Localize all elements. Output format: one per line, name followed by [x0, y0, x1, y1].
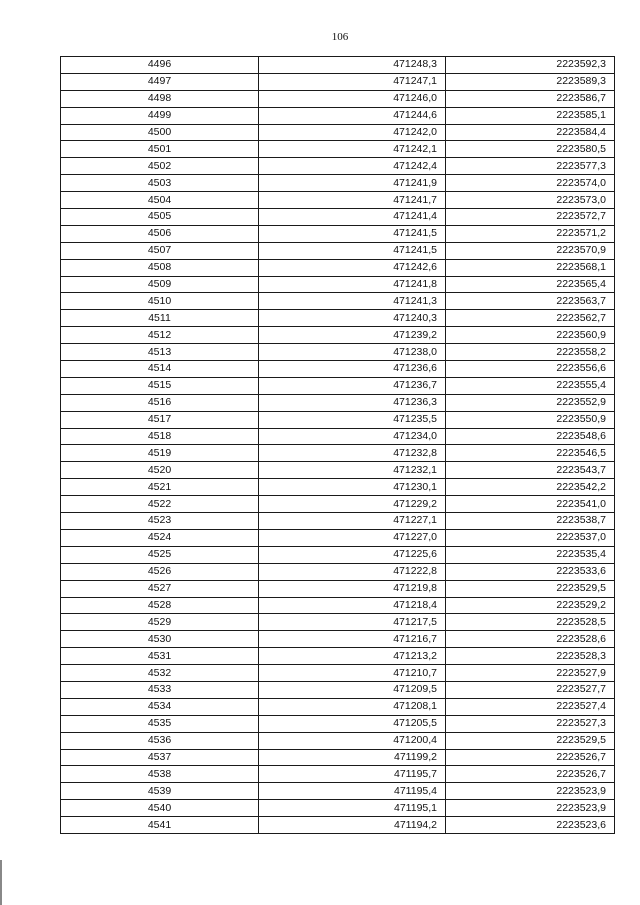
table-row [61, 597, 615, 614]
point-number-cell: 4497 [61, 73, 259, 90]
table-row [61, 141, 615, 158]
y-coordinate-cell: 2223585,1 [446, 107, 615, 124]
point-number-cell: 4520 [61, 462, 259, 479]
point-number-cell: 4499 [61, 107, 259, 124]
x-coordinate-cell: 471194,2 [259, 817, 446, 834]
x-coordinate-cell: 471232,8 [259, 445, 446, 462]
table-row [61, 293, 615, 310]
y-coordinate-cell: 2223527,7 [446, 681, 615, 698]
x-coordinate-cell: 471210,7 [259, 665, 446, 682]
y-coordinate-cell: 2223556,6 [446, 361, 615, 378]
point-number-cell: 4524 [61, 529, 259, 546]
x-coordinate-cell: 471241,9 [259, 175, 446, 192]
y-coordinate-cell: 2223537,0 [446, 529, 615, 546]
x-coordinate-cell: 471241,5 [259, 242, 446, 259]
x-coordinate-cell: 471242,1 [259, 141, 446, 158]
x-coordinate-cell: 471236,7 [259, 377, 446, 394]
point-number-cell: 4534 [61, 698, 259, 715]
x-coordinate-cell: 471217,5 [259, 614, 446, 631]
table-row [61, 529, 615, 546]
table-row [61, 107, 615, 124]
x-coordinate-cell: 471227,1 [259, 513, 446, 530]
x-coordinate-cell: 471239,2 [259, 327, 446, 344]
x-coordinate-cell: 471216,7 [259, 631, 446, 648]
table-row [61, 648, 615, 665]
x-coordinate-cell: 471241,4 [259, 209, 446, 226]
table-row [61, 394, 615, 411]
y-coordinate-cell: 2223560,9 [446, 327, 615, 344]
x-coordinate-cell: 471241,7 [259, 192, 446, 209]
table-row [61, 665, 615, 682]
y-coordinate-cell: 2223538,7 [446, 513, 615, 530]
y-coordinate-cell: 2223571,2 [446, 225, 615, 242]
point-number-cell: 4498 [61, 90, 259, 107]
point-number-cell: 4538 [61, 766, 259, 783]
y-coordinate-cell: 2223572,7 [446, 209, 615, 226]
table-row [61, 766, 615, 783]
point-number-cell: 4515 [61, 377, 259, 394]
x-coordinate-cell: 471242,6 [259, 259, 446, 276]
y-coordinate-cell: 2223543,7 [446, 462, 615, 479]
table-row [61, 749, 615, 766]
table-row [61, 445, 615, 462]
x-coordinate-cell: 471236,6 [259, 361, 446, 378]
y-coordinate-cell: 2223563,7 [446, 293, 615, 310]
y-coordinate-cell: 2223528,6 [446, 631, 615, 648]
table-row [61, 513, 615, 530]
point-number-cell: 4512 [61, 327, 259, 344]
point-number-cell: 4508 [61, 259, 259, 276]
point-number-cell: 4504 [61, 192, 259, 209]
y-coordinate-cell: 2223565,4 [446, 276, 615, 293]
y-coordinate-cell: 2223529,5 [446, 580, 615, 597]
point-number-cell: 4501 [61, 141, 259, 158]
table-row [61, 73, 615, 90]
table-row [61, 563, 615, 580]
table-row [61, 276, 615, 293]
y-coordinate-cell: 2223574,0 [446, 175, 615, 192]
x-coordinate-cell: 471218,4 [259, 597, 446, 614]
x-coordinate-cell: 471208,1 [259, 698, 446, 715]
y-coordinate-cell: 2223523,9 [446, 783, 615, 800]
point-number-cell: 4500 [61, 124, 259, 141]
point-number-cell: 4530 [61, 631, 259, 648]
point-number-cell: 4503 [61, 175, 259, 192]
point-number-cell: 4502 [61, 158, 259, 175]
x-coordinate-cell: 471234,0 [259, 428, 446, 445]
point-number-cell: 4533 [61, 681, 259, 698]
x-coordinate-cell: 471244,6 [259, 107, 446, 124]
point-number-cell: 4529 [61, 614, 259, 631]
y-coordinate-cell: 2223541,0 [446, 496, 615, 513]
scan-edge-mark [0, 860, 2, 905]
x-coordinate-cell: 471225,6 [259, 546, 446, 563]
coordinates-table [60, 56, 615, 834]
x-coordinate-cell: 471246,0 [259, 90, 446, 107]
x-coordinate-cell: 471213,2 [259, 648, 446, 665]
point-number-cell: 4526 [61, 563, 259, 580]
table-row [61, 631, 615, 648]
point-number-cell: 4518 [61, 428, 259, 445]
page-number: 106 [331, 31, 349, 43]
table-row [61, 158, 615, 175]
table-row [61, 344, 615, 361]
table-row [61, 681, 615, 698]
table-row [61, 361, 615, 378]
x-coordinate-cell: 471229,2 [259, 496, 446, 513]
x-coordinate-cell: 471195,4 [259, 783, 446, 800]
point-number-cell: 4516 [61, 394, 259, 411]
table-row [61, 209, 615, 226]
point-number-cell: 4536 [61, 732, 259, 749]
point-number-cell: 4496 [61, 57, 259, 74]
table-row [61, 225, 615, 242]
table-row [61, 817, 615, 834]
point-number-cell: 4517 [61, 411, 259, 428]
point-number-cell: 4539 [61, 783, 259, 800]
y-coordinate-cell: 2223552,9 [446, 394, 615, 411]
point-number-cell: 4537 [61, 749, 259, 766]
x-coordinate-cell: 471230,1 [259, 479, 446, 496]
coordinates-table-body [61, 57, 615, 834]
point-number-cell: 4523 [61, 513, 259, 530]
x-coordinate-cell: 471247,1 [259, 73, 446, 90]
table-row [61, 698, 615, 715]
table-row [61, 479, 615, 496]
table-row [61, 259, 615, 276]
table-row [61, 242, 615, 259]
table-row [61, 192, 615, 209]
x-coordinate-cell: 471242,0 [259, 124, 446, 141]
x-coordinate-cell: 471241,5 [259, 225, 446, 242]
x-coordinate-cell: 471248,3 [259, 57, 446, 74]
point-number-cell: 4522 [61, 496, 259, 513]
x-coordinate-cell: 471238,0 [259, 344, 446, 361]
y-coordinate-cell: 2223550,9 [446, 411, 615, 428]
table-row [61, 462, 615, 479]
point-number-cell: 4506 [61, 225, 259, 242]
y-coordinate-cell: 2223523,9 [446, 800, 615, 817]
x-coordinate-cell: 471205,5 [259, 715, 446, 732]
y-coordinate-cell: 2223527,9 [446, 665, 615, 682]
y-coordinate-cell: 2223555,4 [446, 377, 615, 394]
point-number-cell: 4540 [61, 800, 259, 817]
table-row [61, 327, 615, 344]
point-number-cell: 4527 [61, 580, 259, 597]
y-coordinate-cell: 2223568,1 [446, 259, 615, 276]
point-number-cell: 4514 [61, 361, 259, 378]
y-coordinate-cell: 2223589,3 [446, 73, 615, 90]
x-coordinate-cell: 471242,4 [259, 158, 446, 175]
x-coordinate-cell: 471209,5 [259, 681, 446, 698]
point-number-cell: 4507 [61, 242, 259, 259]
table-row [61, 800, 615, 817]
point-number-cell: 4528 [61, 597, 259, 614]
x-coordinate-cell: 471195,1 [259, 800, 446, 817]
point-number-cell: 4505 [61, 209, 259, 226]
x-coordinate-cell: 471222,8 [259, 563, 446, 580]
point-number-cell: 4519 [61, 445, 259, 462]
table-row [61, 783, 615, 800]
point-number-cell: 4541 [61, 817, 259, 834]
y-coordinate-cell: 2223529,2 [446, 597, 615, 614]
y-coordinate-cell: 2223528,3 [446, 648, 615, 665]
point-number-cell: 4531 [61, 648, 259, 665]
y-coordinate-cell: 2223592,3 [446, 57, 615, 74]
y-coordinate-cell: 2223533,6 [446, 563, 615, 580]
point-number-cell: 4525 [61, 546, 259, 563]
x-coordinate-cell: 471232,1 [259, 462, 446, 479]
y-coordinate-cell: 2223528,5 [446, 614, 615, 631]
table-row [61, 310, 615, 327]
x-coordinate-cell: 471235,5 [259, 411, 446, 428]
y-coordinate-cell: 2223562,7 [446, 310, 615, 327]
table-row [61, 614, 615, 631]
point-number-cell: 4509 [61, 276, 259, 293]
table-row [61, 580, 615, 597]
point-number-cell: 4511 [61, 310, 259, 327]
y-coordinate-cell: 2223573,0 [446, 192, 615, 209]
table-row [61, 377, 615, 394]
table-row [61, 496, 615, 513]
x-coordinate-cell: 471199,2 [259, 749, 446, 766]
point-number-cell: 4521 [61, 479, 259, 496]
y-coordinate-cell: 2223577,3 [446, 158, 615, 175]
y-coordinate-cell: 2223542,2 [446, 479, 615, 496]
x-coordinate-cell: 471227,0 [259, 529, 446, 546]
table-row [61, 175, 615, 192]
table-row [61, 546, 615, 563]
table-row [61, 732, 615, 749]
x-coordinate-cell: 471200,4 [259, 732, 446, 749]
x-coordinate-cell: 471219,8 [259, 580, 446, 597]
table-row [61, 715, 615, 732]
x-coordinate-cell: 471236,3 [259, 394, 446, 411]
y-coordinate-cell: 2223548,6 [446, 428, 615, 445]
x-coordinate-cell: 471241,3 [259, 293, 446, 310]
y-coordinate-cell: 2223527,4 [446, 698, 615, 715]
y-coordinate-cell: 2223546,5 [446, 445, 615, 462]
point-number-cell: 4532 [61, 665, 259, 682]
y-coordinate-cell: 2223527,3 [446, 715, 615, 732]
table-row [61, 428, 615, 445]
y-coordinate-cell: 2223526,7 [446, 749, 615, 766]
point-number-cell: 4513 [61, 344, 259, 361]
x-coordinate-cell: 471195,7 [259, 766, 446, 783]
x-coordinate-cell: 471240,3 [259, 310, 446, 327]
point-number-cell: 4535 [61, 715, 259, 732]
table-row [61, 124, 615, 141]
table-row [61, 57, 615, 74]
point-number-cell: 4510 [61, 293, 259, 310]
table-row [61, 411, 615, 428]
y-coordinate-cell: 2223584,4 [446, 124, 615, 141]
table-row [61, 90, 615, 107]
x-coordinate-cell: 471241,8 [259, 276, 446, 293]
y-coordinate-cell: 2223526,7 [446, 766, 615, 783]
y-coordinate-cell: 2223586,7 [446, 90, 615, 107]
y-coordinate-cell: 2223523,6 [446, 817, 615, 834]
y-coordinate-cell: 2223535,4 [446, 546, 615, 563]
y-coordinate-cell: 2223570,9 [446, 242, 615, 259]
y-coordinate-cell: 2223558,2 [446, 344, 615, 361]
y-coordinate-cell: 2223580,5 [446, 141, 615, 158]
y-coordinate-cell: 2223529,5 [446, 732, 615, 749]
